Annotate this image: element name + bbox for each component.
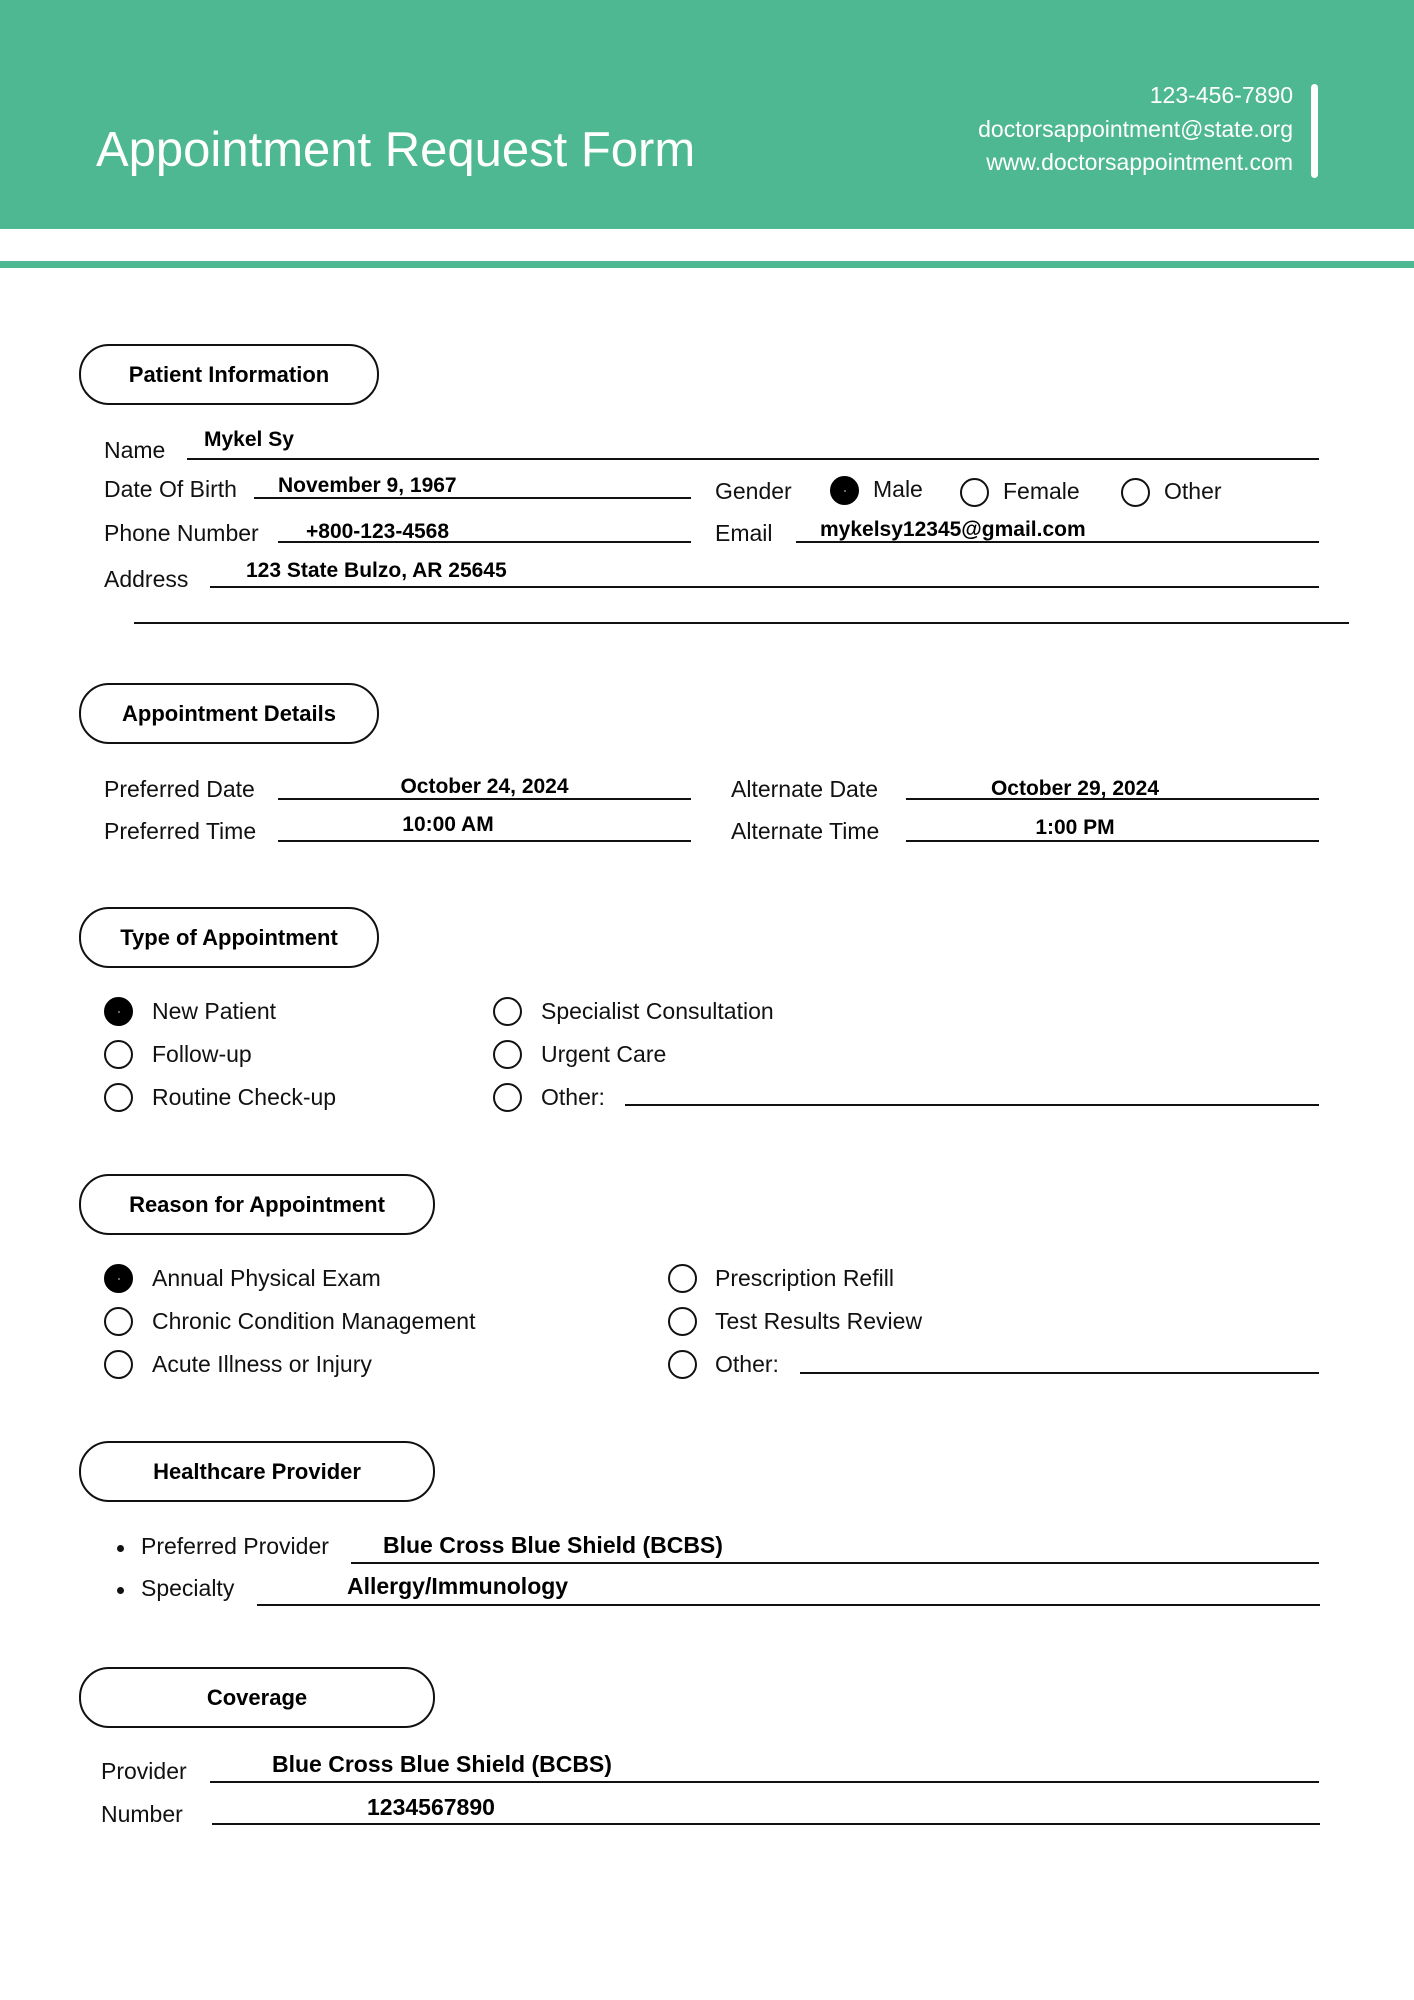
- reason-test-results-radio[interactable]: [668, 1307, 697, 1336]
- type-new-patient-label: New Patient: [152, 998, 277, 1024]
- reason-prescription-refill-label: Prescription Refill: [715, 1265, 894, 1291]
- email-field[interactable]: mykelsy12345@gmail.com: [820, 518, 1086, 541]
- section-reason-for-appointment: Reason for Appointment: [79, 1174, 435, 1235]
- type-other-label: Other:: [541, 1084, 605, 1110]
- type-new-patient-radio[interactable]: [104, 997, 133, 1026]
- gender-female-radio[interactable]: [960, 478, 989, 507]
- phone-label: Phone Number: [104, 520, 259, 546]
- coverage-number-field[interactable]: 1234567890: [367, 1794, 495, 1820]
- alternate-date-label: Alternate Date: [731, 776, 879, 802]
- specialty-line: [257, 1604, 1320, 1606]
- email-label: Email: [715, 520, 773, 546]
- coverage-provider-line: [210, 1781, 1319, 1783]
- address-field[interactable]: 123 State Bulzo, AR 25645: [246, 559, 507, 582]
- coverage-provider-field[interactable]: Blue Cross Blue Shield (BCBS): [272, 1751, 612, 1777]
- gender-female-label: Female: [1003, 478, 1080, 504]
- alternate-time-label: Alternate Time: [731, 818, 880, 844]
- type-routine-checkup-label: Routine Check-up: [152, 1084, 337, 1110]
- coverage-provider-label: Provider: [101, 1758, 187, 1784]
- type-routine-checkup-radio[interactable]: [104, 1083, 133, 1112]
- bullet-icon: [117, 1587, 124, 1594]
- contact-website: www.doctorsappointment.com: [986, 149, 1293, 175]
- gender-other-label: Other: [1164, 478, 1222, 504]
- type-other-radio[interactable]: [493, 1083, 522, 1112]
- address-line-2: [134, 622, 1349, 624]
- reason-prescription-refill-radio[interactable]: [668, 1264, 697, 1293]
- reason-test-results-label: Test Results Review: [715, 1308, 923, 1334]
- type-urgent-care-label: Urgent Care: [541, 1041, 667, 1067]
- preferred-time-line: [278, 840, 691, 842]
- reason-other-radio[interactable]: [668, 1350, 697, 1379]
- section-healthcare-provider: Healthcare Provider: [79, 1441, 435, 1502]
- preferred-provider-field[interactable]: Blue Cross Blue Shield (BCBS): [383, 1532, 723, 1558]
- type-specialist-label: Specialist Consultation: [541, 998, 774, 1024]
- name-label: Name: [104, 437, 166, 463]
- alternate-time-field[interactable]: 1:00 PM: [1035, 816, 1115, 839]
- type-specialist-radio[interactable]: [493, 997, 522, 1026]
- gender-label: Gender: [715, 478, 792, 504]
- contact-email: doctorsappointment@state.org: [978, 116, 1293, 142]
- address-line: [210, 586, 1319, 588]
- preferred-provider-label: Preferred Provider: [141, 1533, 329, 1559]
- page-title: Appointment Request Form: [96, 123, 696, 177]
- dob-label: Date Of Birth: [104, 476, 237, 502]
- name-line: [187, 458, 1319, 460]
- address-label: Address: [104, 566, 189, 592]
- reason-annual-physical-radio[interactable]: [104, 1264, 133, 1293]
- accent-stripe: [0, 261, 1414, 268]
- reason-annual-physical-label: Annual Physical Exam: [152, 1265, 381, 1291]
- section-patient-information: Patient Information: [79, 344, 379, 405]
- reason-acute-illness-label: Acute Illness or Injury: [152, 1351, 372, 1377]
- specialty-label: Specialty: [141, 1575, 235, 1601]
- name-field[interactable]: Mykel Sy: [204, 428, 294, 451]
- section-type-of-appointment: Type of Appointment: [79, 907, 379, 968]
- specialty-field[interactable]: Allergy/Immunology: [347, 1573, 569, 1599]
- dob-field[interactable]: November 9, 1967: [278, 474, 457, 497]
- gender-male-radio[interactable]: [830, 476, 859, 505]
- type-other-input[interactable]: [625, 1104, 1319, 1106]
- coverage-number-label: Number: [101, 1801, 183, 1827]
- type-follow-up-label: Follow-up: [152, 1041, 252, 1067]
- preferred-provider-line: [351, 1562, 1319, 1564]
- reason-chronic-condition-label: Chronic Condition Management: [152, 1308, 476, 1334]
- header-banner: [0, 0, 1414, 229]
- gender-male-label: Male: [873, 476, 923, 502]
- coverage-number-line: [212, 1823, 1320, 1825]
- alternate-time-line: [906, 840, 1319, 842]
- preferred-time-label: Preferred Time: [104, 818, 257, 844]
- type-urgent-care-radio[interactable]: [493, 1040, 522, 1069]
- gender-other-radio[interactable]: [1121, 478, 1150, 507]
- reason-other-input[interactable]: [800, 1372, 1319, 1374]
- preferred-date-field[interactable]: October 24, 2024: [400, 775, 569, 798]
- alternate-date-field[interactable]: October 29, 2024: [990, 777, 1160, 800]
- contact-phone: 123-456-7890: [1149, 82, 1293, 108]
- reason-chronic-condition-radio[interactable]: [104, 1307, 133, 1336]
- section-coverage: Coverage: [79, 1667, 435, 1728]
- reason-acute-illness-radio[interactable]: [104, 1350, 133, 1379]
- phone-field[interactable]: +800-123-4568: [306, 520, 450, 543]
- type-follow-up-radio[interactable]: [104, 1040, 133, 1069]
- header-divider: [1311, 84, 1318, 178]
- bullet-icon: [117, 1545, 124, 1552]
- reason-other-label: Other:: [715, 1351, 779, 1377]
- preferred-date-label: Preferred Date: [104, 776, 255, 802]
- section-appointment-details: Appointment Details: [79, 683, 379, 744]
- preferred-time-field[interactable]: 10:00 AM: [402, 813, 494, 836]
